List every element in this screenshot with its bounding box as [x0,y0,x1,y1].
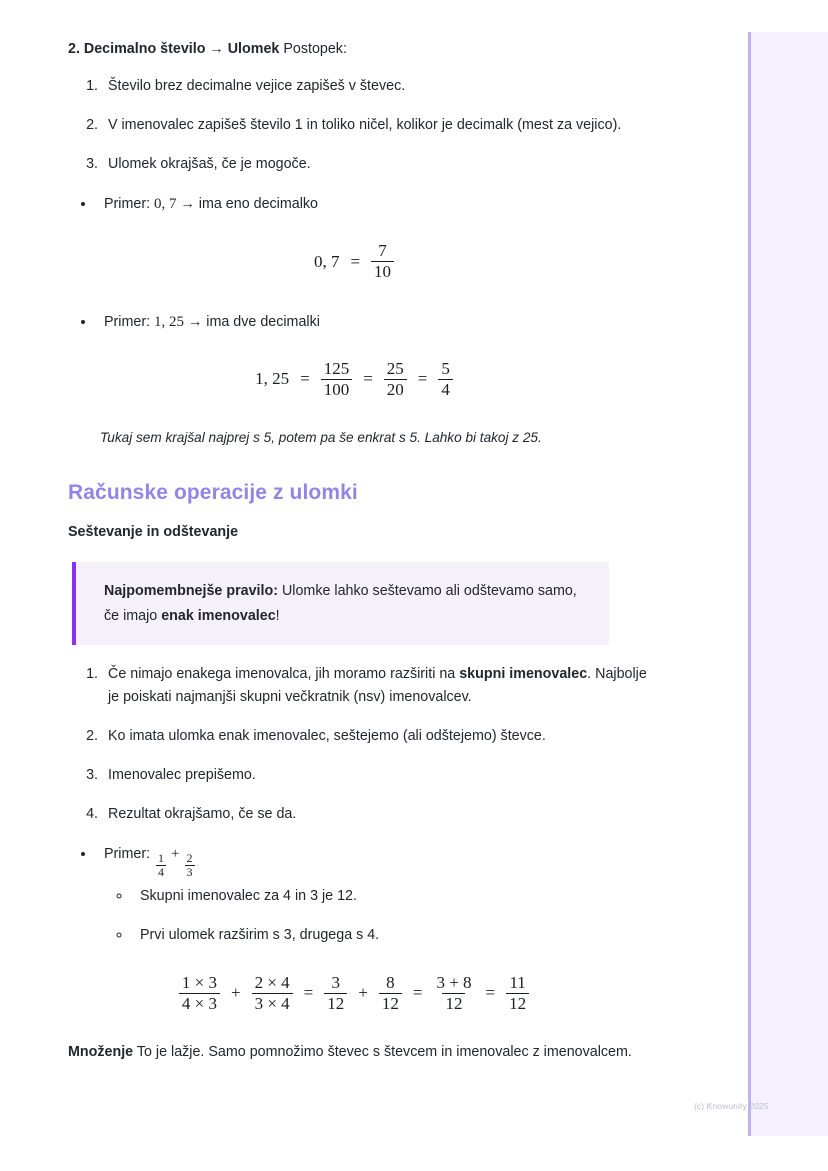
rule-text-bold: skupni imenovalec [459,666,588,683]
callout-body-1: Ulomke lahko seštevamo ali odštevamo samo, če imajo [104,583,577,624]
fraction [371,242,394,282]
worked-example-substeps [104,885,700,947]
callout-emphasis: enak imenovalec [161,607,276,624]
fraction-denominator: 100 [321,379,353,399]
list-item [102,725,648,748]
fraction [379,974,402,1014]
rule-text-post: . Najbolje je poiskati najmanjši skupni večkratnik (nsv) imenovalcev. [108,666,647,706]
list-item: ◦ Skupni imenovalec za 4 in 3 je 12. [132,885,700,908]
multiplication-paragraph [68,1041,640,1064]
rule-text-pre: Ko imata ulomka enak imenovalec, seštejemo (ali odštejemo) števce. [108,728,546,745]
fraction-denominator: 12 [442,993,465,1013]
fraction-numerator: 2 [186,851,193,866]
fraction-numerator: 1 [158,851,165,866]
plus-sign: + [230,983,241,1003]
example-label: Primer: [104,313,155,330]
fraction-numerator: 1 × 3 [181,972,217,992]
equals-sign: = [485,983,496,1003]
section-step-heading-rest: Postopek: [279,41,347,57]
fraction-numerator: 25 [386,358,404,378]
multiplication-text: To je lažje. Samo pomnožimo števec s števcem in imenovalec z imenovalcem. [133,1044,632,1061]
example-rest: → ima eno decimalko [176,195,318,212]
worked-example-list [68,842,700,947]
equals-sign: = [300,369,310,389]
equals-sign: = [350,251,361,271]
fraction-numerator: 3 + 8 [436,972,472,992]
section-step-heading [68,38,640,61]
plus-sign: + [358,983,368,1003]
callout-lead: Najpomembnejše pravilo: [104,583,278,600]
fraction-denominator: 12 [324,993,347,1013]
fraction-denominator: 12 [506,993,529,1013]
list-item [102,803,648,826]
equation-2-lhs: 1, 25 [255,369,290,389]
list-item [96,310,700,334]
important-rule-callout [72,562,609,645]
subsection-title: Seštevanje in odštevanje [68,524,239,541]
equals-sign: = [412,983,423,1003]
list-item [102,663,648,709]
equation-fraction-addition [68,973,640,1014]
fraction [384,360,407,400]
fraction [438,360,453,400]
example-value: 1, 25 [154,313,185,330]
fraction-numerator: 3 [331,972,340,992]
fraction-denominator: 4 × 3 [179,993,220,1013]
equals-sign: = [363,369,373,389]
example-label: Primer: [104,845,155,862]
fraction-numerator: 11 [509,972,526,992]
multiplication-lead: Množenje [68,1044,134,1061]
equation-1-lhs: 0, 7 [313,251,340,271]
equals-sign: = [303,983,314,1003]
example-two-list [68,310,700,334]
watermark: (c) Knowunity 2025 [694,1101,769,1111]
list-item [102,764,648,787]
callout-text [104,579,587,628]
fraction-denominator: 4 [158,864,165,879]
fraction-denominator: 4 [438,379,453,399]
example-one-list [68,192,700,216]
fraction [185,852,195,877]
plus-sign: + [171,845,180,862]
fraction-numerator: 2 × 4 [254,972,290,992]
example-rest: → ima dve decimalki [184,313,320,330]
equation-decimal-to-fraction-1 [68,242,640,282]
equals-sign: = [417,369,428,389]
fraction [324,974,347,1014]
fraction-denominator: 3 [186,864,193,879]
rule-text-pre: Če nimajo enakega imenovalca, jih moramo razširiti na [108,666,460,683]
addition-rules-list [68,663,700,825]
fraction [321,360,353,400]
author-note: Tukaj sem krajšal najprej s 5, potem pa še enkrat s 5. Lahko bi takoj z 25. [100,430,542,446]
fraction [506,974,529,1014]
fraction-denominator: 10 [371,261,394,281]
fraction-denominator: 3 × 4 [252,993,293,1013]
example-label: Primer: [104,195,155,212]
page-title: Računske operacije z ulomki [68,480,358,504]
fraction-denominator: 20 [384,379,407,399]
equation-decimal-to-fraction-2 [68,360,640,400]
fraction [252,974,293,1014]
list-item: 3. Ulomek okrajšaš, če je mogoče. [102,153,648,176]
list-item: ◦ Prvi ulomek razširim s 3, drugega s 4. [132,924,700,947]
section-step-heading-bold: 2. Decimalno število → Ulomek [68,41,280,57]
callout-body-2: ! [275,607,280,624]
fraction [156,852,166,877]
fraction-numerator: 125 [323,358,350,378]
fraction [179,974,220,1014]
rule-text-pre: Rezultat okrajšamo, če se da. [108,805,297,822]
fraction-numerator: 8 [386,972,395,992]
list-item [96,192,700,216]
list-item [96,842,700,947]
example-value: 0, 7 [154,195,177,212]
list-item: 2. V imenovalec zapišeš število 1 in toliko ničel, kolikor je decimalk (mest za vejico). [102,114,648,137]
procedure-steps-list [68,75,700,176]
rule-text-pre: Imenovalec prepišemo. [108,767,256,784]
fraction-numerator: 7 [378,240,387,260]
fraction [433,974,474,1014]
right-side-panel [748,32,828,1136]
list-item: 1. Število brez decimalne vejice zapišeš v števec. [102,75,648,98]
fraction-denominator: 12 [379,993,402,1013]
fraction-numerator: 5 [441,358,450,378]
